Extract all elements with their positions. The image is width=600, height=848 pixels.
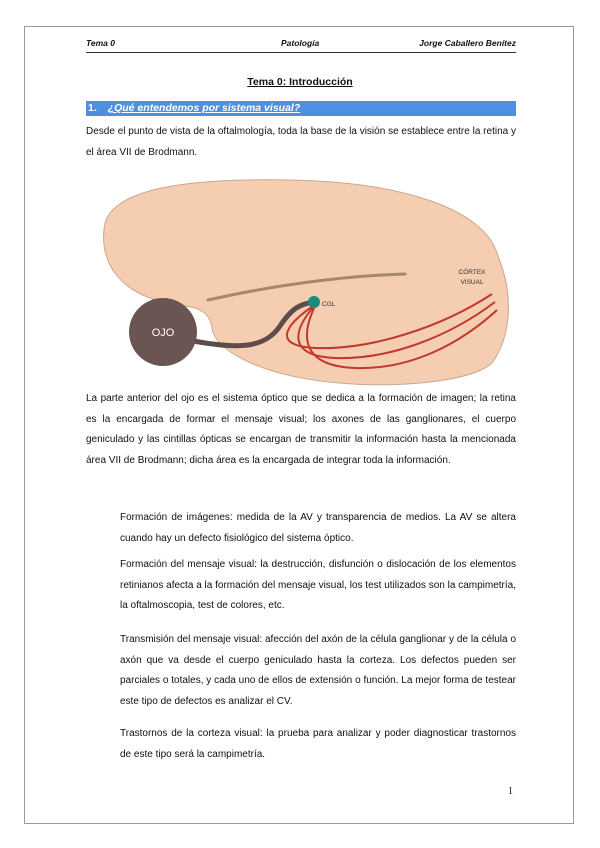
list-item: Formación de imágenes: medida de la AV y transparencia de medios. La AV se altera cuando hay un defecto fisiológico del sistema óptico. xyxy=(120,512,516,544)
section-number: 1. xyxy=(88,102,97,114)
cortex-label-line1: CÓRTEX xyxy=(458,269,486,276)
list-item: Formación del mensaje visual: la destrucción, disfunción o dislocación de los elementos retinianos afecta a la formación del mensaje visual, los test utilizados son la campimetría, la oftalmoscopia, test de colores, etc. xyxy=(120,559,516,611)
lgn-dot xyxy=(308,296,320,308)
page-number: 1 xyxy=(508,786,513,797)
body-paragraph: La parte anterior del ojo es el sistema óptico que se dedica a la formación de imagen; la retina es la encargada de formar el mensaje visual; los axones de las ganglionares, el cuerpo geniculado y las cintillas ópticas se encargan de transmitir la información hasta la mencionada área VII de Brodmann; dicha área es la encargada de integrar toda la información. xyxy=(86,393,516,466)
section-title: ¿Qué entendemos por sistema visual? xyxy=(107,102,301,114)
document-title: Tema 0: Introducción xyxy=(247,76,353,88)
cortex-label-line2: VISUAL xyxy=(460,279,484,286)
visual-pathway-diagram xyxy=(100,178,520,388)
header-author: Jorge Caballero Benítez xyxy=(419,38,516,48)
cgl-label: CGL xyxy=(322,301,336,308)
running-header xyxy=(86,38,516,53)
header-subject: Patología xyxy=(281,38,320,48)
eye-label: OJO xyxy=(151,327,175,339)
list-item: Transmisión del mensaje visual: afección del axón de la célula ganglionar y de la célula o axón que va desde el cuerpo geniculado hasta la corteza. Los defectos pueden ser parciales o totales, y cada uno de ellos de extensión o función. La mejor forma de testear este tipo de defectos es analizar el CV. xyxy=(120,634,516,707)
intro-paragraph: Desde el punto de vista de la oftalmología, toda la base de la visión se establece entre la retina y el área VII de Brodmann. xyxy=(86,126,516,158)
section-heading xyxy=(86,101,516,116)
header-topic: Tema 0 xyxy=(86,38,115,48)
list-item: Trastornos de la corteza visual: la prueba para analizar y poder diagnosticar trastornos de este tipo será la campimetría. xyxy=(120,728,516,760)
